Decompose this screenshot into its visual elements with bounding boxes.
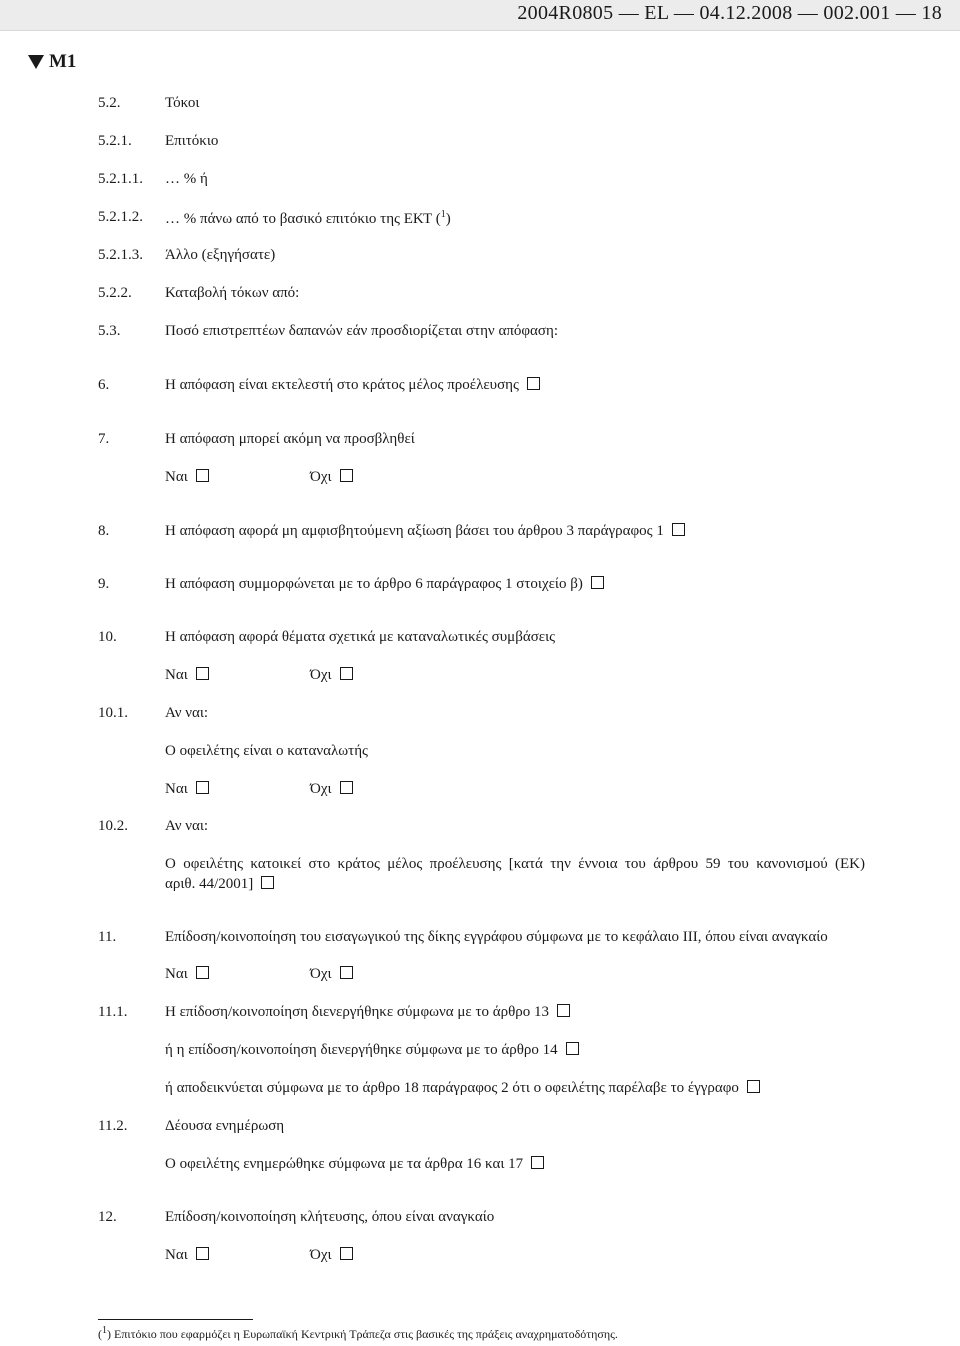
item-text bbox=[165, 377, 540, 394]
item-text: Επιτόκιο bbox=[165, 133, 219, 149]
checkbox-no[interactable] bbox=[340, 667, 353, 680]
item-number: 10.2. bbox=[98, 818, 128, 834]
item-number: 11.2. bbox=[98, 1118, 128, 1134]
item-number: 8. bbox=[98, 523, 110, 539]
checkbox-no[interactable] bbox=[340, 781, 353, 794]
option-yes bbox=[165, 1247, 209, 1264]
item-text-line: Ο οφειλέτης κατοικεί στο κράτος μέλος προέλευσης [κατά την έννοια του άρθρου 59 του κανονισμού (ΕΚ) bbox=[165, 856, 865, 872]
item-number: 11.1. bbox=[98, 1004, 128, 1020]
item-text: Άλλο (εξηγήσατε) bbox=[165, 247, 276, 263]
checkbox[interactable] bbox=[672, 523, 685, 536]
item-text: Η απόφαση μπορεί ακόμη να προσβληθεί bbox=[165, 431, 415, 447]
document-reference: 2004R0805 — EL — 04.12.2008 — 002.001 — 18 bbox=[517, 2, 942, 24]
item-number: 6. bbox=[98, 377, 110, 393]
item-text-line bbox=[165, 876, 274, 893]
page-header bbox=[0, 0, 960, 31]
item-number: 5.3. bbox=[98, 323, 121, 339]
checkbox[interactable] bbox=[557, 1004, 570, 1017]
option-no-label: Όχι bbox=[310, 1247, 332, 1263]
item-label: Η επίδοση/κοινοποίηση διενεργήθηκε σύμφωνα με το άρθρο 13 bbox=[165, 1004, 550, 1020]
checkbox-yes[interactable] bbox=[196, 781, 209, 794]
footnote-divider bbox=[98, 1319, 253, 1320]
footnote: ($^1$) Επιτόκιο που εφαρμόζει η Ευρωπαϊκή Κεντρική Τράπεζα στις βασικές της πράξεις αναχρηματοδότησης. bbox=[98, 1325, 618, 1341]
item-text-close: ) bbox=[445, 211, 451, 227]
item-text bbox=[165, 209, 451, 228]
option-yes bbox=[165, 966, 209, 983]
option-no bbox=[310, 667, 353, 684]
footnote-mark: 1 bbox=[102, 1325, 107, 1336]
item-number: 5.2.1. bbox=[98, 133, 132, 149]
option-no-label: Όχι bbox=[310, 469, 332, 485]
checkbox-no[interactable] bbox=[340, 1247, 353, 1260]
item-label: ή αποδεικνύεται σύμφωνα με το άρθρο 18 παράγραφος 2 ότι ο οφειλέτης παρέλαβε το έγγραφο bbox=[165, 1080, 739, 1096]
checkbox[interactable] bbox=[591, 576, 604, 589]
option-no-label: Όχι bbox=[310, 781, 332, 797]
option-yes-label: Ναι bbox=[165, 781, 188, 797]
option-no-label: Όχι bbox=[310, 667, 332, 683]
option-no bbox=[310, 1247, 353, 1264]
item-text: Αν ναι: bbox=[165, 705, 209, 721]
item-text: Η απόφαση αφορά θέματα σχετικά με καταναλωτικές συμβάσεις bbox=[165, 629, 556, 645]
item-label: Ο οφειλέτης ενημερώθηκε σύμφωνα με τα άρθρα 16 και 17 bbox=[165, 1156, 524, 1172]
footnote-text: Επιτόκιο που εφαρμόζει η Ευρωπαϊκή Κεντρική Τράπεζα στις βασικές της πράξεις αναχρηματοδότησης. bbox=[114, 1327, 618, 1341]
item-text bbox=[165, 576, 604, 593]
checkbox-no[interactable] bbox=[340, 966, 353, 979]
checkbox[interactable] bbox=[566, 1042, 579, 1055]
item-text bbox=[165, 1004, 570, 1021]
item-label: Η απόφαση συμμορφώνεται με το άρθρο 6 παράγραφος 1 στοιχείο β) bbox=[165, 576, 583, 592]
checkbox-no[interactable] bbox=[340, 469, 353, 482]
item-text: Ο οφειλέτης είναι ο καταναλωτής bbox=[165, 743, 368, 759]
item-number: 9. bbox=[98, 576, 110, 592]
item-label: Η απόφαση αφορά μη αμφισβητούμενη αξίωση βάσει του άρθρου 3 παράγραφος 1 bbox=[165, 523, 664, 539]
item-text: Τόκοι bbox=[165, 95, 200, 111]
item-number: 10. bbox=[98, 629, 117, 645]
option-yes-label: Ναι bbox=[165, 1247, 188, 1263]
item-number: 5.2.1.3. bbox=[98, 247, 143, 263]
option-no bbox=[310, 469, 353, 486]
item-number: 7. bbox=[98, 431, 110, 447]
checkbox-yes[interactable] bbox=[196, 469, 209, 482]
option-yes-label: Ναι bbox=[165, 469, 188, 485]
item-label: ή η επίδοση/κοινοποίηση διενεργήθηκε σύμφωνα με το άρθρο 14 bbox=[165, 1042, 558, 1058]
checkbox[interactable] bbox=[531, 1156, 544, 1169]
option-no bbox=[310, 966, 353, 983]
item-number: 5.2.1.1. bbox=[98, 171, 143, 187]
amendment-label: M1 bbox=[49, 51, 77, 72]
checkbox[interactable] bbox=[261, 876, 274, 889]
item-text: Δέουσα ενημέρωση bbox=[165, 1118, 285, 1134]
option-no bbox=[310, 781, 353, 798]
item-text bbox=[165, 1042, 579, 1059]
item-number: 5.2.2. bbox=[98, 285, 132, 301]
checkbox-yes[interactable] bbox=[196, 966, 209, 979]
item-number: 10.1. bbox=[98, 705, 128, 721]
item-text bbox=[165, 1080, 760, 1097]
item-text-main: … % πάνω από το βασικό επιτόκιο της ΕΚΤ ( bbox=[165, 211, 441, 227]
item-text bbox=[165, 523, 685, 540]
checkbox-yes[interactable] bbox=[196, 1247, 209, 1260]
item-text: … % ή bbox=[165, 171, 208, 187]
item-text: Επίδοση/κοινοποίηση του εισαγωγικού της δίκης εγγράφου σύμφωνα με το κεφάλαιο III, όπου είναι αναγκαίο bbox=[165, 929, 828, 945]
item-number: 5.2.1.2. bbox=[98, 209, 143, 225]
item-number: 5.2. bbox=[98, 95, 121, 111]
item-label: Η απόφαση είναι εκτελεστή στο κράτος μέλος προέλευσης bbox=[165, 377, 519, 393]
option-yes-label: Ναι bbox=[165, 667, 188, 683]
option-no-label: Όχι bbox=[310, 966, 332, 982]
option-yes bbox=[165, 667, 209, 684]
item-label: αριθ. 44/2001] bbox=[165, 876, 254, 892]
item-text: Καταβολή τόκων από: bbox=[165, 285, 300, 301]
item-text: Επίδοση/κοινοποίηση κλήτευσης, όπου είναι αναγκαίο bbox=[165, 1209, 495, 1225]
footnote-reference: 1 bbox=[440, 209, 446, 220]
item-text: Αν ναι: bbox=[165, 818, 209, 834]
option-yes bbox=[165, 781, 209, 798]
amendment-marker bbox=[28, 51, 76, 73]
checkbox[interactable] bbox=[527, 377, 540, 390]
option-yes-label: Ναι bbox=[165, 966, 188, 982]
item-text: Ποσό επιστρεπτέων δαπανών εάν προσδιορίζεται στην απόφαση: bbox=[165, 323, 559, 339]
item-text bbox=[165, 1156, 544, 1173]
checkbox-yes[interactable] bbox=[196, 667, 209, 680]
checkbox[interactable] bbox=[747, 1080, 760, 1093]
item-number: 11. bbox=[98, 929, 117, 945]
option-yes bbox=[165, 469, 209, 486]
triangle-down-icon bbox=[28, 55, 44, 69]
item-number: 12. bbox=[98, 1209, 117, 1225]
